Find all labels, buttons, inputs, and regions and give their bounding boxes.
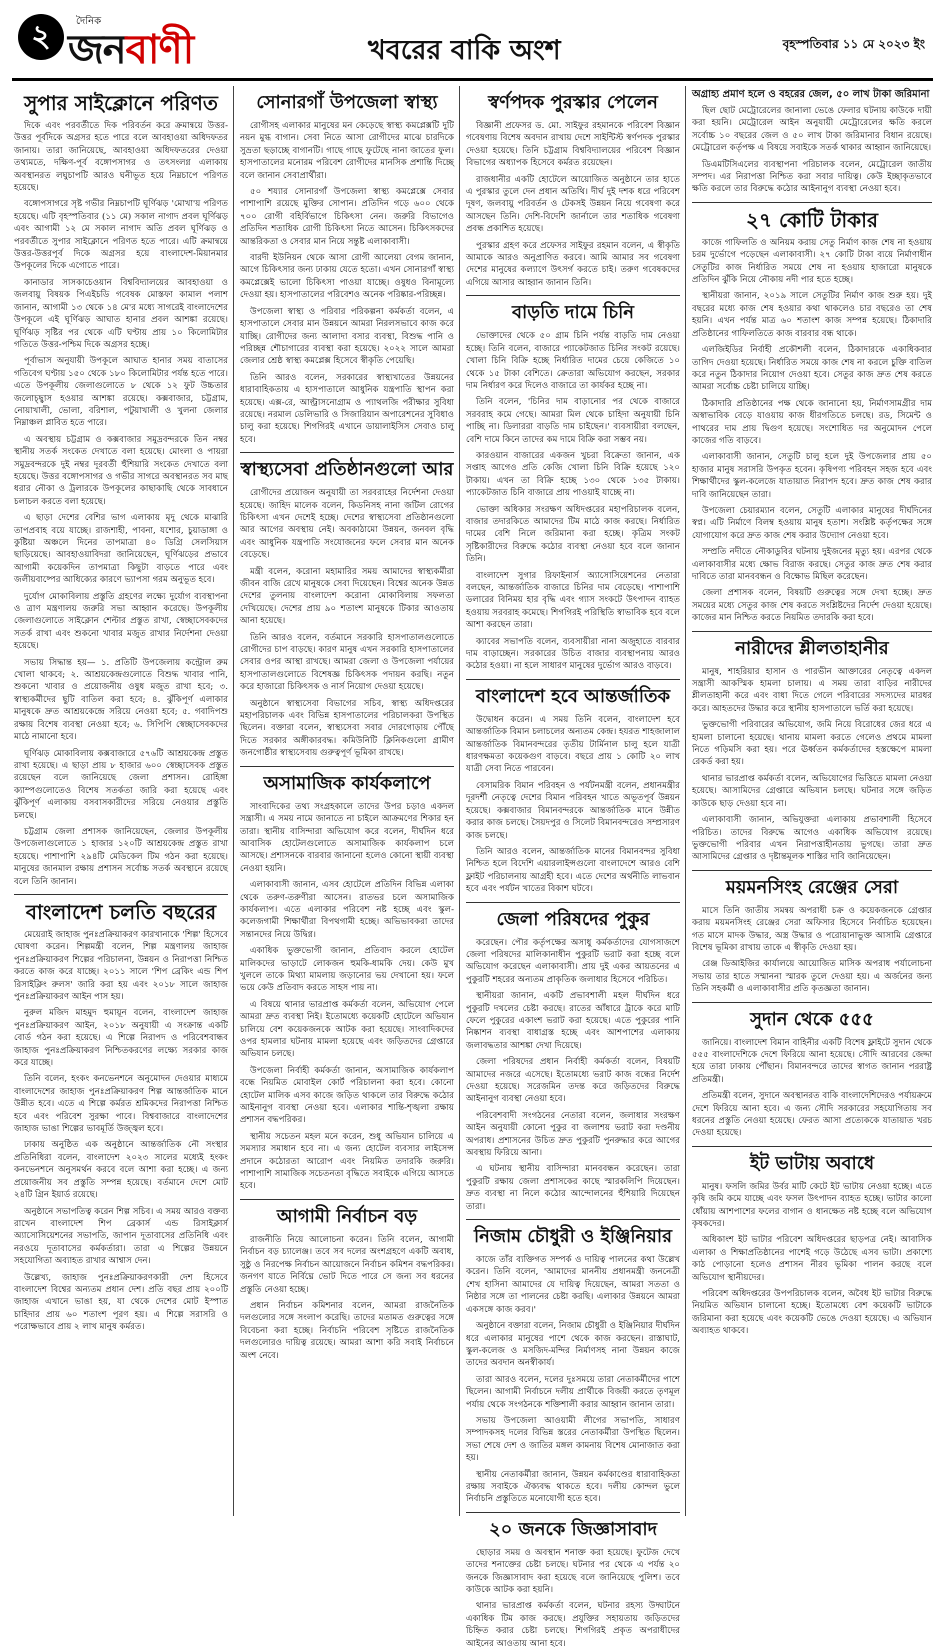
article-paragraph: জেলা প্রশাসক বলেন, বিষয়টি গুরুত্বের সঙ্গে দেখা হচ্ছে। দ্রুত সময়ের মধ্যে সেতুর কাজ শেষ করতে সংশ্লিষ্টদের নির্দেশ দেওয়া হয়েছে। কাজের মান নিশ্চিত করতে নিয়মিত তদারকি করা হবে। [692,588,932,624]
article-headline: বাংলাদেশ চলতি বছরের [25,899,217,924]
article-headline: সুপার সাইক্লোনে পরিণত [24,91,218,115]
article-paragraph: ঠিকাদারি প্রতিষ্ঠানের পক্ষ থেকে জানানো হয়, নির্মাণসামগ্রীর দাম অস্বাভাবিক বেড়ে যাওয়ায় কাজ ধীরগতিতে চলছে। রড, সিমেন্ট ও পাথরের দাম প্রায় দ্বিগুণ হয়েছে। সংশোধিত দর অনুমোদন পেলে কাজের গতি বাড়বে। [692,398,932,446]
article-paragraph: এ ছাড়া দেশের বেশির ভাগ এলাকায় মৃদু থেকে মাঝারি তাপপ্রবাহ বয়ে যাচ্ছে। রাজশাহী, পাবনা, যশোর, চুয়াডাঙ্গা ও কুষ্টিয়া অঞ্চলে দিনের তাপমাত্রা ৪০ ডিগ্রি সেলসিয়াস ছাড়িয়েছে। আবহাওয়াবিদরা জানিয়েছেন, ঘূর্ণিঝড়ের প্রভাবে আগামী কয়েকদিন তাপমাত্রা কিছুটা বাড়তে পারে এবং জলীয়বাষ্পের আধিক্যের কারণে ভ্যাপসা গরম অনুভূত হবে। [14,513,228,586]
article-paragraph: চট্টগ্রাম জেলা প্রশাসক জানিয়েছেন, জেলার উপকূলীয় উপজেলাগুলোতে ১ হাজার ১২০টি আশ্রয়কেন্দ্র প্রস্তুত রাখা হয়েছে। পাশাপাশি ২৯৪টি মেডিকেল টিম গঠন করা হয়েছে। মানুষের জানমাল রক্ষায় প্রশাসন সর্বোচ্চ সতর্ক অবস্থানে রয়েছে বলে তিনি জানান। [14,826,228,887]
article-divider [14,894,228,895]
logo-part-b: বাণী [125,27,194,73]
article-paragraph: মাসে তিনি জাতীয় সমন্বয় অপরাধী চক্র ও কয়েকজনকে গ্রেপ্তার করায় ময়মনসিংহ রেঞ্জের সেরা অফিসার হিসেবে নির্বাচিত হয়েছেন। গত মাসে মাদক উদ্ধার, অস্ত্র উদ্ধার ও পরোয়ানাভুক্ত আসামি গ্রেপ্তারে বিশেষ ভূমিকা রাখায় তাকে এ স্বীকৃতি দেওয়া হয়। [692,905,932,953]
article-paragraph: রাজনীতি নিয়ে আলোচনা করেন। তিনি বলেন, আগামী নির্বাচন বড় চ্যালেঞ্জ। তবে সব দলের অংশগ্রহণে একটি অবাধ, সুষ্ঠু ও নিরপেক্ষ নির্বাচন আয়োজনে নির্বাচন কমিশন বদ্ধপরিকর। জনগণ যাতে নির্বিঘ্নে ভোট দিতে পারে সে জন্য সব ধরনের প্রস্তুতি নেওয়া হচ্ছে। [240,1234,454,1295]
article-paragraph: রাজধানীর একটি হোটেলে আয়োজিত অনুষ্ঠানে তার হাতে এ পুরস্কার তুলে দেন প্রধান অতিথি। দীর্ঘ দুই দশক ধরে পরিবেশ দূষণ, জলবায়ু পরিবর্তন ও টেকসই উন্নয়ন নিয়ে গবেষণা করে আসছেন তিনি। দেশি-বিদেশি জার্নালে তার শতাধিক গবেষণা প্রবন্ধ প্রকাশিত হয়েছে। [466,174,680,235]
article-paragraph: বিজ্ঞানী প্রফেসর ড. মো. সাইফুর রহমানকে পরিবেশ বিজ্ঞান গবেষণায় বিশেষ অবদান রাখায় দেশে সাইন্টিস্ট স্বর্ণপদক পুরস্কার দেওয়া হয়েছে। তিনি চট্টগ্রাম বিশ্ববিদ্যালয়ের পরিবেশ বিজ্ঞান বিভাগের অধ্যাপক হিসেবে কর্মরত রয়েছেন। [466,121,680,169]
article-super-cyclone [14,92,228,888]
article-paragraph: সভায় উপজেলা আওয়ামী লীগের সভাপতি, সাধারণ সম্পাদকসহ দলের বিভিন্ন স্তরের নেতাকর্মীরা উপস্থিত ছিলেন। সভা শেষে দেশ ও জাতির মঙ্গল কামনায় বিশেষ মোনাজাত করা হয়। [466,1415,680,1464]
article-headline: নিজাম চৌধুরী ও ইঞ্জিনিয়ার [473,1226,673,1248]
article-paragraph: এ ঘটনায় স্থানীয় বাসিন্দারা মানববন্ধন করেছেন। তারা পুকুরটি রক্ষায় জেলা প্রশাসকের কাছে স্মারকলিপি দিয়েছেন। দ্রুত ব্যবস্থা না নিলে কঠোর আন্দোলনের হুঁশিয়ারি দিয়েছেন তারা। [466,1164,680,1212]
article-paragraph: দুর্যোগ মোকাবিলায় প্রস্তুতি গ্রহণের লক্ষ্যে দুর্যোগ ব্যবস্থাপনা ও ত্রাণ মন্ত্রণালয় জরুরি সভা আহ্বান করেছে। উপকূলীয় জেলাগুলোতে সাইক্লোন শেল্টার প্রস্তুত রাখা, স্বেচ্ছাসেবকদের সতর্ক রাখা এবং শুকনো খাবার মজুত রাখার নির্দেশনা দেওয়া হয়েছে। [14,591,228,652]
article-bangladesh-this-year [14,901,228,1334]
article-paragraph: প্রতিমন্ত্রী বলেন, সুদানে অবস্থানরত বাকি বাংলাদেশিদেরও পর্যায়ক্রমে দেশে ফিরিয়ে আনা হবে। এ জন্য সৌদি সরকারের সহযোগিতায় সব ধরনের প্রস্তুতি নেওয়া হয়েছে। ফেরত আসা প্রত্যেককে যাতায়াত খরচ দেওয়া হয়েছে। [692,1091,932,1139]
article-paragraph: মানুষ। ফসলি জমির উর্বর মাটি কেটে ইট ভাটায় নেওয়া হচ্ছে। এতে কৃষি জমি কমে যাচ্ছে এবং ফসল উৎপাদন ব্যাহত হচ্ছে। ভাটার কালো ধোঁয়ায় আশপাশের ফলের বাগান ও ধানক্ষেত নষ্ট হচ্ছে বলে অভিযোগ কৃষকদের। [692,1181,932,1230]
article-paragraph: তিনি বলেন, হংকং কনভেনশনে অনুমোদন দেওয়ার মাধ্যমে বাংলাদেশের জাহাজ পুনঃপ্রক্রিয়াকরণ শিল্প আন্তর্জাতিক মানে উন্নীত হবে। এতে এ শিল্পে কর্মরত শ্রমিকদের নিরাপত্তা নিশ্চিত হবে এবং পরিবেশ সুরক্ষা পাবে। বিশ্ববাজারে বাংলাদেশের জাহাজ ভাঙা শিল্পের ভাবমূর্তি উজ্জ্বল হবে। [14,1074,228,1135]
article-paragraph: এলাকাবাসী জানান, সেতুটি চালু হলে দুই উপজেলার প্রায় ৫০ হাজার মানুষ সরাসরি উপকৃত হবেন। কৃষিপণ্য পরিবহন সহজ হবে এবং শিক্ষার্থীদের স্কুল-কলেজে যাতায়াত নিরাপদ হবে। দ্রুত কাজ শেষ করার দাবি জানিয়েছেন তারা। [692,452,932,500]
article-headline: বাংলাদেশ হবে আন্তর্জাতিক [475,685,671,707]
article-paragraph: ছোড়ার সময় ও অবস্থান শনাক্ত করা হয়েছে। ফুটেজ দেখে তাদের শনাক্তের চেষ্টা চলছে। ঘটনার পর থেকে এ পর্যন্ত ২০ জনকে জিজ্ঞাসাবাদ করা হয়েছে বলে জানিয়েছে পুলিশ। তবে কাউকে আটক করা হয়নি। [466,1547,680,1595]
article-headline: অসামাজিক কার্যকলাপে [263,772,431,794]
article-paragraph: স্থানীয়রা জানান, একটি প্রভাবশালী মহল দীর্ঘদিন ধরে পুকুরটি দখলের চেষ্টা করছে। রাতের আঁধারে ট্রাকে করে মাটি ফেলে পুকুরের একাংশ ভরাট করা হয়েছে। এতে পুকুরের পানি নিষ্কাশন ব্যবস্থা বাধাগ্রস্ত হচ্ছে এবং আশপাশের এলাকায় জলাবদ্ধতার আশঙ্কা দেখা দিয়েছে। [466,991,680,1051]
article-headline: ইট ভাটায় অবাধে [749,1152,875,1174]
article-paragraph: বঙ্গোপসাগরে সৃষ্ট গভীর নিম্নচাপটি ঘূর্ণিঝড় 'মোখা'য় পরিণত হয়েছে। এটি বৃহস্পতিবার (১১ মে) সকাল নাগাদ প্রবল ঘূর্ণিঝড় এবং আগামী ১২ মে সকাল নাগাদ অতি প্রবল ঘূর্ণিঝড় ও পরবর্তীতে সুপার সাইক্লোনে পরিণত হতে পারে। এটি ক্রমান্বয়ে উত্তর-উত্তরপূর্ব দিকে অগ্রসর হয়ে বাংলাদেশ-মিয়ানমার উপকূলের দিকে এগোতে পারে। [14,199,228,272]
article-paragraph: অনুষ্ঠানে বক্তারা বলেন, নিজাম চৌধুরী ও ইঞ্জিনিয়ার দীর্ঘদিন ধরে এলাকার মানুষের পাশে থেকে কাজ করছেন। রাস্তাঘাট, স্কুল-কলেজ ও মসজিদ-মন্দির নির্মাণসহ নানা উন্নয়ন কাজে তাদের অবদান অনস্বীকার্য। [466,1321,680,1369]
article-paragraph: স্থানীয় নেতাকর্মীরা জানান, উন্নয়ন কর্মকাণ্ডের ধারাবাহিকতা রক্ষায় সবাইকে ঐক্যবদ্ধ থাকতে হবে। দলীয় কোন্দল ভুলে নির্বাচনি প্রস্তুতিতে মনোযোগী হতে হবে। [466,1469,680,1505]
article-paragraph: ডিএমটিসিএলের ব্যবস্থাপনা পরিচালক বলেন, মেট্রোরেল জাতীয় সম্পদ। এর নিরাপত্তা নিশ্চিত করা সবার দায়িত্ব। কেউ ইচ্ছাকৃতভাবে ক্ষতি করলে তার বিরুদ্ধে কঠোর আইনানুগ ব্যবস্থা নেওয়া হবে। [692,159,932,195]
article-paragraph: উপজেলা চেয়ারম্যান বলেন, সেতুটি এলাকার মানুষের দীর্ঘদিনের স্বপ্ন। এটি নির্মাণে বিলম্ব হওয়ায় মানুষ হতাশ। সংশ্লিষ্ট কর্তৃপক্ষের সঙ্গে যোগাযোগ করে দ্রুত কাজ শেষ করার উদ্যোগ নেওয়া হবে। [692,505,932,541]
article-paragraph: ক্যাবের সভাপতি বলেন, ব্যবসায়ীরা নানা অজুহাতে বারবার দাম বাড়াচ্ছেন। সরকারের উচিত বাজার ব্যবস্থাপনায় আরও কঠোর হওয়া। না হলে সাধারণ মানুষের দুর্ভোগ আরও বাড়বে। [466,636,680,672]
article-paragraph: সভায় সিদ্ধান্ত হয়— ১. প্রতিটি উপজেলায় কন্ট্রোল রুম খোলা থাকবে; ২. আশ্রয়কেন্দ্রগুলোতে বিশুদ্ধ খাবার পানি, শুকনো খাবার ও প্রয়োজনীয় ওষুধ মজুত রাখা হবে; ৩. স্বাস্থ্যকর্মীদের ছুটি বাতিল করা হবে; ৪. ঝুঁকিপূর্ণ এলাকার মানুষকে দ্রুত আশ্রয়কেন্দ্রে সরিয়ে নেওয়া হবে; ৫. গবাদিপশু রক্ষায় বিশেষ ব্যবস্থা নেওয়া হবে; ৬. সিপিপি স্বেচ্ছাসেবকদের মাঠে নামানো হবে। [14,657,228,743]
article-headline: ২৭ কোটি টাকার [746,207,878,232]
column-1 [14,86,228,1516]
article-paragraph: সাংবাদিকের তথ্য সংগ্রহকালে তাদের উপর চড়াও একদল সন্ত্রাসী। এ সময় নামে জানাতে না চাইলে আক্রমণের শিকার হন তারা। স্থানীয় বাসিন্দারা অভিযোগ করে বলেন, দীর্ঘদিন ধরে আবাসিক হোটেলগুলোতে অসামাজিক কার্যকলাপ চলে আসছে। প্রশাসনকে বারবার জানানো হলেও কোনো স্থায়ী ব্যবস্থা নেওয়া হয়নি। [240,801,454,874]
article-paragraph: কারওয়ান বাজারের একজন খুচরা বিক্রেতা জানান, এক সপ্তাহ আগেও প্রতি কেজি খোলা চিনি বিক্রি হয়েছে ১২০ টাকায়। এখন তা বিক্রি হচ্ছে ১৩০ থেকে ১৩৫ টাকায়। প্যাকেটজাত চিনি বাজারে প্রায় পাওয়াই যাচ্ছে না। [466,450,680,499]
article-headline: স্বর্ণপদক পুরস্কার পেলেন [488,92,658,113]
article-paragraph: অনুষ্ঠানে স্বাস্থ্যসেবা বিভাগের সচিব, স্বাস্থ্য অধিদপ্তরের মহাপরিচালক এবং বিভিন্ন হাসপাতালের পরিচালকরা উপস্থিত ছিলেন। বক্তারা বলেন, স্বাস্থ্যসেবা সবার দোরগোড়ায় পৌঁছে দিতে সরকার অঙ্গীকারবদ্ধ। কমিউনিটি ক্লিনিকগুলো গ্রামীণ জনগোষ্ঠীর স্বাস্থ্যসেবায় গুরুত্বপূর্ণ ভূমিকা রাখছে। [240,698,454,759]
article-paragraph: নুরুল মজিদ মাহমুদ হুমায়ূন বলেন, বাংলাদেশ জাহাজ পুনঃপ্রক্রিয়াকরণ আইন, ২০১৮ অনুযায়ী এ সংক্রান্ত একটি বোর্ড গঠন করা হয়েছে। এ শিল্পে নিরাপদ ও পরিবেশবান্ধব জাহাজ পুনঃপ্রক্রিয়াকরণ নিশ্চিতকরণের লক্ষ্যে সরকার কাজ করে যাচ্ছে। [14,1008,228,1069]
article-twenty-questioned [466,1519,680,1650]
article-paragraph: রোগীসহ এলাকার মানুষের মন কেড়েছে স্বাস্থ্য কমপ্লেক্সটি দুটি নয়ন মুগ্ধ বাগান। সেবা নিতে আসা রোগীদের মাঝে চারদিকে সুভ্রতা ছড়াচ্ছে বাগানটি। গাছে গাছে ফুটেছে নানা জাতের ফুল। হাসপাতালের মনোরম পরিবেশ রোগীদের মানসিক প্রশান্তি দিচ্ছে বলে জানান সেবাপ্রার্থীরা। [240,121,454,181]
article-next-election [240,1206,454,1362]
article-paragraph: ঘূর্ণিঝড় মোকাবিলায় কক্সবাজারে ৫৭৬টি আশ্রয়কেন্দ্র প্রস্তুত রাখা হয়েছে। এ ছাড়া প্রায় ৮ হাজার ৬০০ স্বেচ্ছাসেবক প্রস্তুত রয়েছেন বলে জানিয়েছে জেলা প্রশাসন। রোহিঙ্গা ক্যাম্পগুলোতেও বিশেষ সতর্কতা জারি করা হয়েছে এবং ঝুঁকিপূর্ণ এলাকায় বসবাসকারীদের সরিয়ে নেওয়ার প্রস্তুতি চলছে। [14,748,228,821]
article-paragraph: জানিয়ে। বাংলাদেশ বিমান বাহিনীর একটি বিশেষ ফ্লাইটে সুদান থেকে ৫৫৫ বাংলাদেশিকে দেশে ফিরিয়ে আনা হয়েছে। সৌদি আরবের জেদ্দা হয়ে তারা ঢাকায় পৌঁছান। বিমানবন্দরে তাদের স্বাগত জানান পররাষ্ট্র প্রতিমন্ত্রী। [692,1037,932,1085]
article-paragraph: তিনি বলেন, 'চিনির দাম বাড়ানোর পর থেকে বাজারে সরবরাহ কমে গেছে। আমরা মিল থেকে চাহিদা অনুযায়ী চিনি পাচ্ছি না। ডিলাররা বাড়তি দাম চাইছেন।' ব্যবসায়ীরা বলছেন, বেশি দামে কিনে তাদের কম দামে বিক্রি করা সম্ভব নয়। [466,397,680,445]
article-paragraph: জেলা পরিষদের প্রধান নির্বাহী কর্মকর্তা বলেন, বিষয়টি আমাদের নজরে এসেছে। ইতোমধ্যে ভরাট কাজ বন্ধের নির্দেশ দেওয়া হয়েছে। সরেজমিন তদন্ত করে জড়িতদের বিরুদ্ধে আইনানুগ ব্যবস্থা নেওয়া হবে। [466,1057,680,1105]
article-paragraph: পূর্বাভাস অনুযায়ী উপকূলে আঘাত হানার সময় বাতাসের গতিবেগ ঘণ্টায় ১৫০ থেকে ১৮০ কিলোমিটার পর্যন্ত হতে পারে। এতে উপকূলীয় জেলাগুলোতে ৮ থেকে ১২ ফুট উচ্চতার জলোচ্ছ্বাস হওয়ার আশঙ্কা রয়েছে। কক্সবাজার, চট্টগ্রাম, নোয়াখালী, ভোলা, বরিশাল, পটুয়াখালী ও খুলনা জেলার নিম্নাঞ্চল প্লাবিত হতে পারে। [14,356,228,429]
article-paragraph: ঢাকায় অনুষ্ঠিত এক অনুষ্ঠানে আন্তর্জাতিক নৌ সংস্থার প্রতিনিধিরা বলেন, বাংলাদেশ ২০২৩ সালের মধ্যেই হংকং কনভেনশনে অনুসমর্থন করবে বলে আশা করা হচ্ছে। এ জন্য প্রয়োজনীয় সব প্রস্তুতি সম্পন্ন হয়েছে। বর্তমানে দেশে মোট ২৪টি গ্রিন ইয়ার্ড রয়েছে। [14,1140,228,1201]
article-paragraph: একাধিক ভুক্তভোগী জানান, প্রতিবাদ করলে হোটেল মালিকদের ভাড়াটে লোকজন হুমকি-ধামকি দেয়। কেউ মুখ খুললে তাকে মিথ্যা মামলায় জড়ানোর ভয় দেখানো হয়। ফলে ভয়ে কেউ প্রতিবাদ করতে সাহস পায় না। [240,946,454,994]
article-paragraph: উপজেলা স্বাস্থ্য ও পরিবার পরিকল্পনা কর্মকর্তা বলেন, এ হাসপাতালে সেবার মান উন্নয়নে আমরা নিরলসভাবে কাজ করে যাচ্ছি। রোগীদের জন্য আলাদা বসার ব্যবস্থা, বিশুদ্ধ পানি ও পরিচ্ছন্ন শৌচাগারের ব্যবস্থা করা হয়েছে। ২০২২ সালে আমরা জেলার শ্রেষ্ঠ স্বাস্থ্য কমপ্লেক্স হিসেবে স্বীকৃতি পেয়েছি। [240,306,454,367]
article-paragraph: তিনি আরও বলেন, আন্তর্জাতিক মানের বিমানবন্দর সুবিধা নিশ্চিত হলে বিদেশি এয়ারলাইন্সগুলো বাংলাদেশে আরও বেশি ফ্লাইট পরিচালনায় আগ্রহী হবে। এতে দেশের অর্থনীতি লাভবান হবে এবং পর্যটন খাতের বিকাশ ঘটবে। [466,846,680,895]
article-paragraph: থানার ভারপ্রাপ্ত কর্মকর্তা বলেন, ঘটনার রহস্য উদ্ঘাটনে একাধিক টিম কাজ করছে। প্রযুক্তির সহায়তায় জড়িতদের চিহ্নিত করার চেষ্টা চলছে। শিগগিরই প্রকৃত অপরাধীদের আইনের আওতায় আনা হবে। [466,1601,680,1649]
article-headline: সোনারগাঁ উপজেলা স্বাস্থ্য [256,92,438,113]
article-headline: ২০ জনকে জিজ্ঞাসাবাদ [488,1518,658,1540]
article-headline: ময়মনসিংহ রেঞ্জের সেরা [725,876,899,898]
logo-part-a: জন [68,27,126,73]
article-paragraph: মেয়েরাই জাহাজ পুনঃপ্রক্রিয়াকরণ কারখানাকে 'শিল্প' হিসেবে ঘোষণা করেন। শিল্পমন্ত্রী বলেন, শিল্প মন্ত্রণালয় জাহাজ পুনঃপ্রক্রিয়াকরণ শিল্পের পরিচালনা, উন্নয়ন ও নিরাপত্তা নিশ্চিত করতে কাজ করে যাচ্ছে। ২০১১ সালে 'শিপ ব্রেকিং এন্ড শিপ রিসাইক্লিং রুলস' জারি করা হয় এবং ২০১৮ সালে জাহাজ পুনঃপ্রক্রিয়াকরণ আইন পাস হয়। [14,929,228,1002]
article-paragraph: করেছেন। পৌর কর্তৃপক্ষের অসাধু কর্মকর্তাদের যোগসাজশে জেলা পরিষদের মালিকানাধীন পুকুরটি ভরাট করা হচ্ছে বলে অভিযোগ করেছেন এলাকাবাসী। প্রায় দুই একর আয়তনের এ পুকুরটি শহরের অন্যতম প্রাকৃতিক জলাধার হিসেবে পরিচিত। [466,937,680,985]
article-paragraph: বেসামরিক বিমান পরিবহন ও পর্যটনমন্ত্রী বলেন, প্রধানমন্ত্রীর দূরদর্শী নেতৃত্বে দেশের বিমান পরিবহন খাতে অভূতপূর্ব উন্নয়ন হয়েছে। কক্সবাজার বিমানবন্দরকে আন্তর্জাতিক মানে উন্নীত করার কাজ চলছে। সৈয়দপুর ও সিলেট বিমানবন্দরেও সম্প্রসারণ কাজ চলছে। [466,780,680,841]
article-paragraph: উদ্বোধন করেন। এ সময় তিনি বলেন, বাংলাদেশ হবে আন্তর্জাতিক বিমান চলাচলের অন্যতম কেন্দ্র। হযরত শাহজালাল আন্তর্জাতিক বিমানবন্দরের তৃতীয় টার্মিনাল চালু হলে যাত্রী ধারণক্ষমতা কয়েকগুণ বাড়বে। বছরে প্রায় ১ কোটি ২০ লাখ যাত্রী সেবা নিতে পারবেন। [466,714,680,775]
article-antisocial-activity [240,773,454,1193]
article-divider [240,1199,454,1200]
article-paragraph: তিনি আরও বলেন, সরকারের স্বাস্থ্যখাতের উন্নয়নের ধারাবাহিকতায় এ হাসপাতালে আধুনিক যন্ত্রপাতি স্থাপন করা হয়েছে। এক্স-রে, আল্ট্রাসনোগ্রাম ও প্যাথলজি পরীক্ষার সুবিধা রয়েছে। নরমাল ডেলিভারি ও সিজারিয়ান অপারেশনের সুবিধাও চালু করা হয়েছে। শিগগিরই এখানে ডায়ালাইসিস সেবাও চালু হবে। [240,372,454,445]
article-headline: জেলা পরিষদের পুকুর [496,908,650,930]
article-paragraph: এলাকাবাসী জানান, এসব হোটেলে প্রতিদিন বিভিন্ন এলাকা থেকে তরুণ-তরুণীরা আসেন। রাতভর চলে অসামাজিক কার্যকলাপ। এতে এলাকার পরিবেশ নষ্ট হচ্ছে এবং স্কুল-কলেজগামী শিক্ষার্থীরা বিপথগামী হচ্ছে। অভিভাবকরা তাদের সন্তানদের নিয়ে উদ্বিগ্ন। [240,880,454,940]
article-headline: সুদান থেকে ৫৫৫ [750,1008,874,1030]
article-paragraph: কাজে গাফিলতি ও অনিয়ম করায় সেতু নির্মাণ কাজ শেষ না হওয়ায় চরম দুর্ভোগে পড়েছেন এলাকাবাসী। ২৭ কোটি টাকা ব্যয়ে নির্মাণাধীন সেতুটির কাজ নির্ধারিত সময়ে শেষ না হওয়ায় হাজারো মানুষকে প্রতিদিন ঝুঁকি নিয়ে নৌকায় নদী পার হতে হচ্ছে। [692,237,932,286]
article-paragraph: কাজে তাঁর ব্যক্তিগত সম্পর্ক ও দায়িত্ব পালনের কথা উল্লেখ করেন। তিনি বলেন, 'আমাদের মাননীয় প্রধানমন্ত্রী জননেত্রী শেখ হাসিনা আমাদের যে দায়িত্ব দিয়েছেন, আমরা সততা ও নিষ্ঠার সঙ্গে তা পালনের চেষ্টা করছি। এলাকার উন্নয়নে আমরা একসঙ্গে কাজ করব।' [466,1255,680,1315]
article-paragraph: উল্লেখ্য, জাহাজ পুনঃপ্রক্রিয়াকরণকারী দেশ হিসেবে বাংলাদেশ বিশ্বের অন্যতম প্রধান দেশ। প্রতি বছর প্রায় ২০০টি জাহাজ এখানে ভাঙা হয়, যা থেকে দেশের মোট ইস্পাত চাহিদার প্রায় ৬০ শতাংশ পূরণ হয়। এ শিল্পে সরাসরি ও পরোক্ষভাবে প্রায় ২ লাখ মানুষ কর্মরত। [14,1272,228,1333]
article-headline: বাড়তি দামে চিনি [512,302,634,324]
article-paragraph: কানাডার সাসকাচেওয়ান বিশ্ববিদ্যালয়ের আবহাওয়া ও জলবায়ু বিষয়ক পিএইচডি গবেষক মোস্তফা কামাল পলাশ জানান, আগামী ১৩ থেকে ১৪ মে'র মধ্যে সাগরেই বাংলাদেশের উপকূলে এই ঘূর্ণিঝড় আঘাত হানার প্রবল আশঙ্কা রয়েছে। ঘূর্ণিঝড় সৃষ্টির পর থেকে এটি ঘণ্টায় প্রায় ১০ কিলোমিটার গতিতে উত্তর-পশ্চিম দিকে অগ্রসর হচ্ছে। [14,277,228,350]
article-paragraph: থানার ভারপ্রাপ্ত কর্মকর্তা বলেন, অভিযোগের ভিত্তিতে মামলা নেওয়া হয়েছে। আসামিদের গ্রেপ্তারে অভিযান চলছে। ঘটনার সঙ্গে জড়িত কাউকে ছাড় দেওয়া হবে না। [692,773,932,809]
article-paragraph: স্থানীয়রা জানান, ২০১৯ সালে সেতুটির নির্মাণ কাজ শুরু হয়। দুই বছরের মধ্যে কাজ শেষ হওয়ার কথা থাকলেও চার বছরেও তা শেষ হয়নি। এখন পর্যন্ত মাত্র ৬০ শতাংশ কাজ সম্পন্ন হয়েছে। ঠিকাদারি প্রতিষ্ঠানের গাফিলতিতে কাজ বারবার বন্ধ থাকে। [692,291,932,339]
article-paragraph: মানুষ, শাহরিয়ার হাসান ও পারভীন আক্তারের নেতৃত্বে একদল সন্ত্রাসী আকস্মিক হামলা চালায়। এ সময় তারা বাড়ির নারীদের শ্লীলতাহানী করে এবং বাধা দিতে গেলে পরিবারের সদস্যদের মারধর করে। আহতদের উদ্ধার করে স্থানীয় হাসপাতালে ভর্তি করা হয়েছে। [692,666,932,714]
section-title: খবরের বাকি অংশ [368,35,561,66]
article-paragraph: সম্প্রতি নদীতে নৌকাডুবির ঘটনায় দুইজনের মৃত্যু হয়। এরপর থেকে এলাকাবাসীর মধ্যে ক্ষোভ বিরাজ করছে। সেতুর কাজ দ্রুত শেষ করার দাবিতে তারা মানববন্ধন ও বিক্ষোভ মিছিল করেছেন। [692,547,932,582]
header-rule [12,78,933,81]
article-headline: স্বাস্থ্যসেবা প্রতিষ্ঠানগুলো আর [240,459,454,481]
article-paragraph: এ অবস্থায় চট্টগ্রাম ও কক্সবাজার সমুদ্রবন্দরকে তিন নম্বর স্থানীয় সতর্ক সংকেত দেখাতে বলা হয়েছে। মোংলা ও পায়রা সমুদ্রবন্দরকে দুই নম্বর দূরবর্তী হুঁশিয়ারি সংকেত দেখাতে বলা হয়েছে। উত্তর বঙ্গোপসাগর ও গভীর সাগরে অবস্থানরত সব মাছ ধরার নৌকা ও ট্রলারকে উপকূলের কাছাকাছি থেকে সাবধানে চলাচল করতে বলা হয়েছে। [14,434,228,507]
article-divider [240,452,454,453]
article-paragraph: ভোক্তাদের থেকে ৫০ গ্রাম চিনি পর্যন্ত বাড়তি দাম নেওয়া হচ্ছে। তিনি বলেন, বাজারে প্যাকেটজাত চিনির সংকট রয়েছে। খোলা চিনি বিক্রি হচ্ছে নির্ধারিত দামের চেয়ে কেজিতে ১০ থেকে ১৫ টাকা বেশিতে। ক্রেতারা অভিযোগ করছেন, সরকার দাম নির্ধারণ করে দিলেও বাজারে তা কার্যকর হচ্ছে না। [466,331,680,391]
article-sonargaon-health [240,92,454,446]
page-number-badge: ২ [18,14,64,60]
publication-date: বৃহস্পতিবার ১১ মে ২০২৩ ইং [782,37,925,51]
article-divider [240,766,454,767]
article-paragraph: রেঞ্জ ডিআইজির কার্যালয়ে আয়োজিত মাসিক অপরাধ পর্যালোচনা সভায় তার হাতে সম্মাননা স্মারক তুলে দেওয়া হয়। এ অর্জনের জন্য তিনি সহকর্মী ও এলাকাবাসীর প্রতি কৃতজ্ঞতা জানান। [692,959,932,995]
article-paragraph: পরিবেশ অধিদপ্তরের উপপরিচালক বলেন, অবৈধ ইট ভাটার বিরুদ্ধে নিয়মিত অভিযান চালানো হচ্ছে। ইতোমধ্যে বেশ কয়েকটি ভাটাকে জরিমানা করা হয়েছে এবং কয়েকটি ভেঙে দেওয়া হয়েছে। এ অভিযান অব্যাহত থাকবে। [692,1289,932,1337]
article-paragraph: এ বিষয়ে থানার ভারপ্রাপ্ত কর্মকর্তা বলেন, অভিযোগ পেলে আমরা দ্রুত ব্যবস্থা নিই। ইতোমধ্যে কয়েকটি হোটেলে অভিযান চালিয়ে বেশ কয়েকজনকে আটক করা হয়েছে। সাংবাদিকদের ওপর হামলার ঘটনায় মামলা হয়েছে এবং জড়িতদের গ্রেপ্তারে অভিযান চলছে। [240,999,454,1060]
article-paragraph: উপজেলা নির্বাহী কর্মকর্তা জানান, অসামাজিক কার্যকলাপ বন্ধে নিয়মিত মোবাইল কোর্ট পরিচালনা করা হবে। কোনো হোটেল মালিক এসব কাজে জড়িত থাকলে তার বিরুদ্ধে কঠোর আইনানুগ ব্যবস্থা নেওয়া হবে। এলাকার শান্তি-শৃঙ্খলা রক্ষায় প্রশাসন বদ্ধপরিকর। [240,1065,454,1126]
article-headline: নারীদের শ্লীলতাহানীর [735,637,889,659]
article-headline-small: অগ্রাহ্য প্রমাণ হলে ও বহরের জেল, ৫০ লাখ টাকা জরিমানা [692,89,930,100]
article-paragraph: ৫০ শয্যার সোনারগাঁ উপজেলা স্বাস্থ্য কমপ্লেক্সে সেবার পাশাপাশি রয়েছে মুক্তির সোপান। প্রতিদিন গড়ে ৬০০ থেকে ৭০০ রোগী বহির্বিভাগে চিকিৎসা নেন। জরুরি বিভাগেও প্রতিদিন শতাধিক রোগী চিকিৎসা নিতে আসেন। চিকিৎসকদের আন্তরিকতা ও সেবার মান নিয়ে সন্তুষ্ট এলাকাবাসী। [240,187,454,247]
column-2 [240,86,454,1516]
article-paragraph: পুরস্কার গ্রহণ করে প্রফেসর সাইফুর রহমান বলেন, এ স্বীকৃতি আমাকে আরও অনুপ্রাণিত করবে। আমি আমার সব গবেষণা দেশের মানুষের কল্যাণে উৎসর্গ করতে চাই। তরুণ গবেষকদের এগিয়ে আসার আহ্বান জানান তিনি। [466,240,680,288]
article-paragraph: অনুষ্ঠানে সভাপতিত্ব করেন শিল্প সচিব। এ সময় আরও বক্তব্য রাখেন বাংলাদেশ শিপ ব্রেকার্স এন্ড রিসাইক্লার্স অ্যাসোসিয়েশনের সভাপতি, জাপান দূতাবাসের প্রতিনিধি এবং নরওয়ে দূতাবাসের কর্মকর্তারা। তারা এ শিল্পের উন্নয়নে সহযোগিতা অব্যাহত রাখার আশ্বাস দেন। [14,1206,228,1267]
article-paragraph: এলজিইডির নির্বাহী প্রকৌশলী বলেন, ঠিকাদারকে একাধিকবার তাগিদ দেওয়া হয়েছে। নির্ধারিত সময়ে কাজ শেষ না করলে চুক্তি বাতিল করে নতুন ঠিকাদার নিয়োগ দেওয়া হবে। সেতুর কাজ দ্রুত শেষ করতে আমরা সর্বোচ্চ চেষ্টা চালিয়ে যাচ্ছি। [692,345,932,393]
article-headline: আগামী নির্বাচন বড় [276,1205,418,1227]
article-paragraph: বাংলাদেশ সুগার রিফাইনার্স অ্যাসোসিয়েশনের নেতারা বলছেন, আন্তর্জাতিক বাজারে চিনির দাম বেড়েছে। পাশাপাশি ডলারের বিনিময় হার বৃদ্ধি এবং গ্যাস সংকটে উৎপাদন ব্যাহত হওয়ায় সরবরাহ কমেছে। শিগগিরই পরিস্থিতি স্বাভাবিক হবে বলে আশা করছেন তারা। [466,570,680,631]
article-paragraph: স্থানীয় সচেতন মহল মনে করেন, শুধু অভিযান চালিয়ে এ সমস্যার সমাধান হবে না। এ জন্য হোটেল ব্যবসার লাইসেন্স প্রদানে কঠোরতা আরোপ এবং নিয়মিত তদারকি জরুরি। পাশাপাশি সামাজিক সচেতনতা বৃদ্ধিতে সবাইকে এগিয়ে আসতে হবে। [240,1131,454,1192]
article-paragraph: ছিল ছোট মেট্রোরেলের জানালা ভেঙে ফেলার ঘটনায় কাউকে দায়ী করা হয়নি। মেট্রোরেল আইন অনুযায়ী মেট্রোরেলের ক্ষতি করলে সর্বোচ্চ ১০ বছরের জেল ও ৫০ লাখ টাকা জরিমানার বিধান রয়েছে। মেট্রোরেল কর্তৃপক্ষ এ বিষয়ে সবাইকে সতর্ক থাকার আহ্বান জানিয়েছে। [692,106,932,154]
masthead [0,0,945,82]
article-paragraph: অধিকাংশ ইট ভাটার পরিবেশ অধিদপ্তরের ছাড়পত্র নেই। আবাসিক এলাকা ও শিক্ষাপ্রতিষ্ঠানের পাশেই গড়ে উঠেছে এসব ভাটা। প্রকাশ্যে কাঠ পোড়ানো হলেও প্রশাসন নীরব ভূমিকা পালন করছে বলে অভিযোগ স্থানীয়দের। [692,1235,932,1283]
article-paragraph: তারা আরও বলেন, দলের দুঃসময়ে তারা নেতাকর্মীদের পাশে ছিলেন। আগামী নির্বাচনে দলীয় প্রার্থীকে বিজয়ী করতে তৃণমূল পর্যায় থেকে সংগঠনকে শক্তিশালী করার আহ্বান জানান তারা। [466,1374,680,1410]
article-paragraph: প্রধান নির্বাচন কমিশনার বলেন, আমরা রাজনৈতিক দলগুলোর সঙ্গে সংলাপ করেছি। তাদের মতামত গুরুত্বের সঙ্গে বিবেচনা করা হচ্ছে। নির্বাচনি পরিবেশ সৃষ্টিতে রাজনৈতিক দলগুলোরও দায়িত্ব রয়েছে। আমরা আশা করি সবাই নির্বাচনে অংশ নেবে। [240,1300,454,1361]
article-paragraph: বারদী ইউনিয়ন থেকে আসা রোগী আলেয়া বেগম জানান, আগে চিকিৎসার জন্য ঢাকায় যেতে হতো। এখন সোনারগাঁ স্বাস্থ্য কমপ্লেক্সেই ভালো চিকিৎসা পাওয়া যাচ্ছে। ওষুধও বিনামূল্যে দেওয়া হয়। হাসপাতালের পরিবেশও অনেক পরিষ্কার-পরিচ্ছন্ন। [240,253,454,301]
article-paragraph: এলাকাবাসী জানান, অভিযুক্তরা এলাকায় প্রভাবশালী হিসেবে পরিচিত। তাদের বিরুদ্ধে আগেও একাধিক অভিযোগ রয়েছে। ভুক্তভোগী পরিবার এখন নিরাপত্তাহীনতায় ভুগছে। তারা দ্রুত আসামিদের গ্রেপ্তার ও দৃষ্টান্তমূলক শাস্তির দাবি জানিয়েছেন। [692,815,932,863]
daily-label: দৈনিক [76,16,102,27]
article-paragraph: তিনি আরও বলেন, বর্তমানে সরকারি হাসপাতালগুলোতে রোগীদের চাপ বাড়ছে। কারণ মানুষ এখন সরকারি হাসপাতালের সেবার ওপর আস্থা রাখছে। আমরা জেলা ও উপজেলা পর্যায়ের হাসপাতালগুলোতে বিশেষজ্ঞ চিকিৎসক পদায়ন করছি। নতুন করে হাজারো চিকিৎসক ও নার্স নিয়োগ দেওয়া হয়েছে। [240,632,454,693]
article-paragraph: মন্ত্রী বলেন, করোনা মহামারির সময় আমাদের স্বাস্থ্যকর্মীরা জীবন বাজি রেখে মানুষকে সেবা দিয়েছেন। বিশ্বের অনেক উন্নত দেশের তুলনায় বাংলাদেশ করোনা মোকাবিলায় সফলতা দেখিয়েছে। দেশের প্রায় ৯০ শতাংশ মানুষকে টিকার আওতায় আনা হয়েছে। [240,566,454,627]
article-paragraph: রোগীদের প্রয়োজন অনুযায়ী তা সরবরাহের নির্দেশনা দেওয়া হয়েছে। জাহিদ মালেক বলেন, কিডনিসহ নানা জটিল রোগের চিকিৎসা এখন দেশেই হচ্ছে। দেশের স্বাস্থ্যসেবা প্রতিষ্ঠানগুলো আর আগের অবস্থায় নেই। অবকাঠামো উন্নয়ন, জনবল বৃদ্ধি এবং আধুনিক যন্ত্রপাতি সংযোজনের ফলে সেবার মান অনেক বেড়েছে। [240,488,454,561]
article-paragraph: দিকে এবং পরবর্তীতে দিক পরিবর্তন করে ক্রমান্বয়ে উত্তর-উত্তর পূর্বদিকে অগ্রসর হতে পারে বলে আবহাওয়া অধিদফতর জানায়। তারা জানিয়েছে, আবহাওয়া অধিদফতরের দেওয়া তথ্যমতে, দক্ষিণ-পূর্ব বঙ্গোপসাগর ও তৎসংলগ্ন এলাকায় অবস্থানরত লঘুচাপটি আরও ঘনীভূত হয়ে নিম্নচাপে পরিণত হয়েছে। [14,121,228,194]
article-paragraph: ভোক্তা অধিকার সংরক্ষণ অধিদপ্তরের মহাপরিচালক বলেন, বাজার তদারকিতে আমাদের টিম মাঠে কাজ করছে। নির্ধারিত দামের বেশি নিলে জরিমানা করা হচ্ছে। কৃত্রিম সংকট সৃষ্টিকারীদের বিরুদ্ধে কঠোর ব্যবস্থা নেওয়া হবে বলে জানান তিনি। [466,504,680,565]
article-paragraph: পরিবেশবাদী সংগঠনের নেতারা বলেন, জলাধার সংরক্ষণ আইন অনুযায়ী কোনো পুকুর বা জলাশয় ভরাট করা দণ্ডনীয় অপরাধ। প্রশাসনের উচিত দ্রুত পুকুরটি পুনরুদ্ধার করে আগের অবস্থায় ফিরিয়ে আনা। [466,1110,680,1159]
article-health-institutions [240,459,454,760]
article-paragraph: ভুক্তভোগী পরিবারের অভিযোগ, জমি নিয়ে বিরোধের জের ধরে এ হামলা চালানো হয়েছে। থানায় মামলা করতে গেলেও প্রথমে মামলা নিতে গড়িমসি করা হয়। পরে ঊর্ধ্বতন কর্মকর্তাদের হস্তক্ষেপে মামলা রেকর্ড করা হয়। [692,720,932,768]
